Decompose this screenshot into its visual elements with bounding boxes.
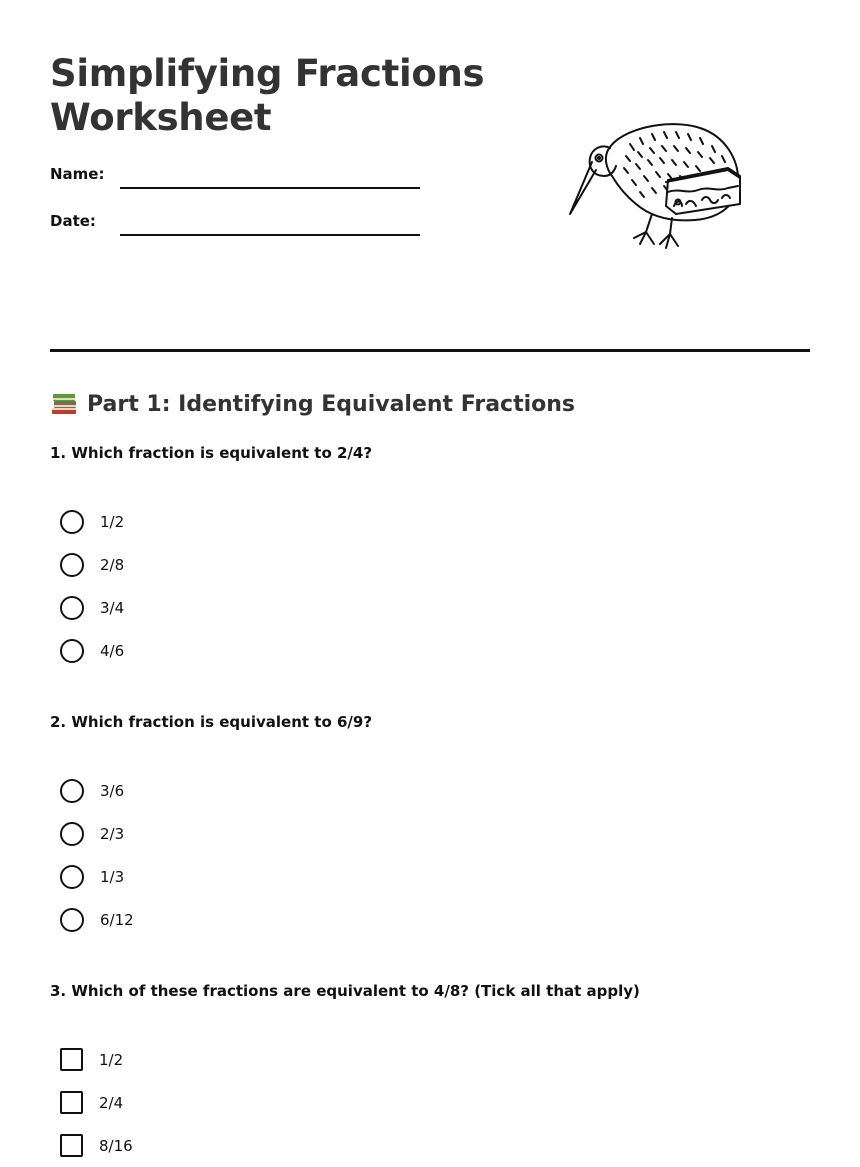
q1-option-1[interactable] [60,500,124,543]
name-field [50,160,430,190]
q2-option-3[interactable] [60,855,134,898]
worksheet-title: Simplifying Fractions Worksheet [50,52,485,139]
section-1-title: Part 1: Identifying Equivalent Fractions [87,391,576,417]
question-2-text: 2. Which fraction is equivalent to 6/9? [50,713,373,731]
option-label: 3/6 [100,781,125,800]
question-3 [50,982,810,1155]
date-field [50,207,430,237]
option-label: 8/16 [99,1136,133,1155]
question-3-text: 3. Which of these fractions are equivalent to 4/8? (Tick all that apply) [50,982,640,1000]
option-label: 4/6 [100,641,125,660]
date-label: Date: [50,212,96,230]
option-label: 2/4 [99,1093,124,1112]
q2-option-2[interactable] [60,812,134,855]
checkbox[interactable] [60,1091,83,1114]
question-2-options [60,769,134,941]
question-1-text: 1. Which fraction is equivalent to 2/4? [50,444,373,462]
radio-button[interactable] [60,553,84,577]
header-divider [50,349,810,352]
radio-button[interactable] [60,510,84,534]
option-label: 3/4 [100,598,125,617]
question-1-options [60,500,124,672]
radio-button[interactable] [60,639,84,663]
option-label: 2/3 [100,824,125,843]
radio-button[interactable] [60,865,84,889]
q2-option-4[interactable] [60,898,134,941]
name-input-line[interactable] [120,187,420,189]
question-1 [50,444,810,660]
option-label: 1/2 [99,1050,124,1069]
q1-option-4[interactable] [60,629,124,672]
radio-button[interactable] [60,779,84,803]
radio-button[interactable] [60,596,84,620]
option-label: 1/3 [100,867,125,886]
q3-option-1[interactable] [60,1038,133,1081]
question-2 [50,713,810,929]
option-label: 1/2 [100,512,125,531]
kiwi-illustration [560,110,750,255]
date-input-line[interactable] [120,234,420,236]
checkbox[interactable] [60,1048,83,1071]
section-1-heading [50,388,575,420]
q1-option-2[interactable] [60,543,124,586]
q1-option-3[interactable] [60,586,124,629]
option-label: 6/12 [100,910,134,929]
books-icon [50,390,78,418]
radio-button[interactable] [60,908,84,932]
radio-button[interactable] [60,822,84,846]
question-3-options [60,1038,133,1167]
q3-option-2[interactable] [60,1081,133,1124]
q2-option-1[interactable] [60,769,134,812]
option-label: 2/8 [100,555,125,574]
checkbox[interactable] [60,1134,83,1157]
name-label: Name: [50,165,105,183]
